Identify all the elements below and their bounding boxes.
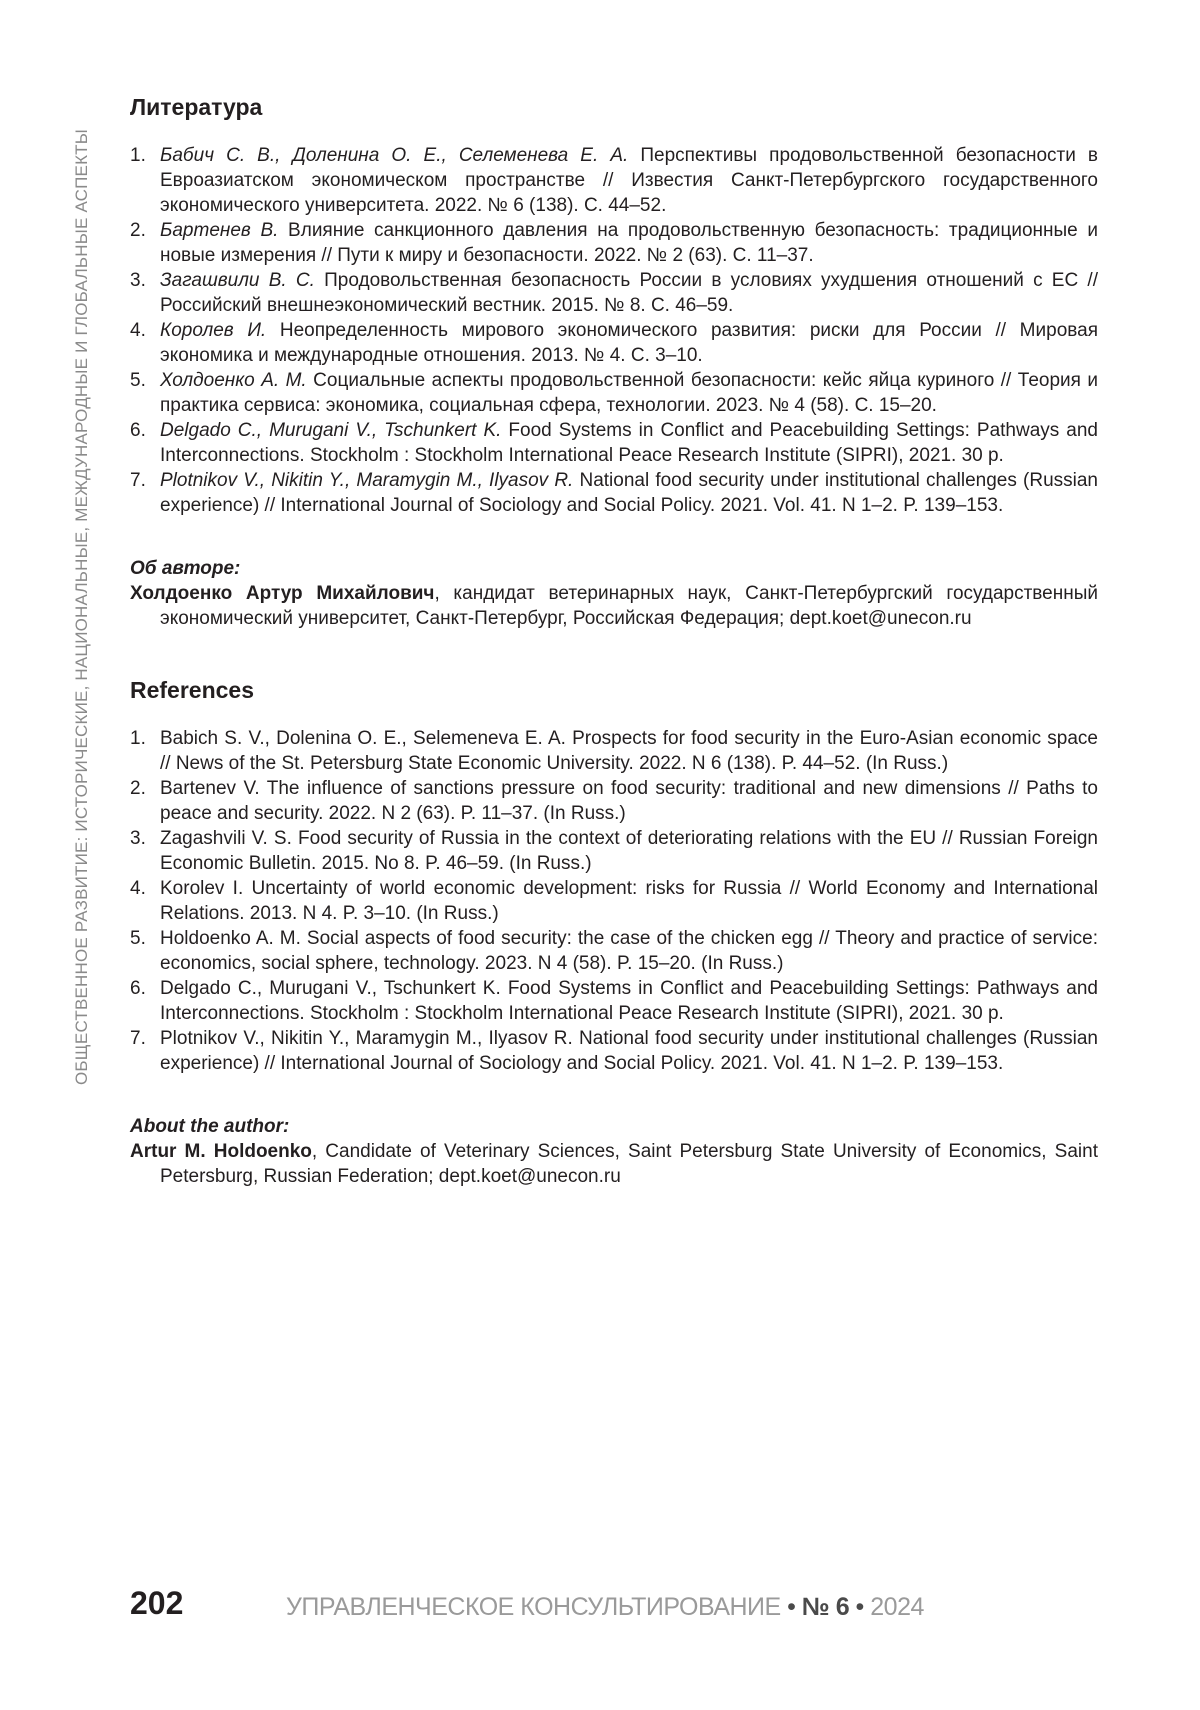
ref-text: Перспективы продовольственной безопасности в Евроазиатском экономическом пространстве // Известия Санкт-Петербургского государственного экономического университета. 2022. № 6 (138). С. 44–52. xyxy=(160,145,1098,216)
literature-item: 3. Загашвили В. С. Продовольственная безопасность России в условиях ухудшения отношений с ЕС // Российский внешнеэкономический вестник. 2015. № 8. С. 46–59. xyxy=(130,268,1098,318)
ref-authors: Plotnikov V., Nikitin Y., Maramygin M., Ilyasov R. xyxy=(160,470,573,491)
literature-item: 7. Plotnikov V., Nikitin Y., Maramygin M., Ilyasov R. National food security under institutional challenges (Russian experience) // International Journal of Sociology and Social Policy. 2021. Vol. 41. N 1–2. P. 139–153. xyxy=(130,468,1098,518)
literature-item: 5. Холдоенко А. М. Социальные аспекты продовольственной безопасности: кейс яйца куриного // Теория и практика сервиса: экономика, социальная сфера, технологии. 2023. № 4 (58). С. 15–20. xyxy=(130,368,1098,418)
ref-text: Food Systems in Conflict and Peacebuilding Settings: Pathways and Interconnections. Stockholm : Stockholm International Peace Research Institute (SIPRI), 2021. 30 p. xyxy=(160,420,1098,466)
literature-item: 1. Бабич С. В., Доленина О. Е., Селеменева Е. А. Перспективы продовольственной безопасности в Евроазиатском экономическом пространстве // Известия Санкт-Петербургского государственного экономического университета. 2022. № 6 (138). С. 44–52. xyxy=(130,143,1098,218)
author-info-ru: Холдоенко Артур Михайлович, кандидат ветеринарных наук, Санкт-Петербургский государственный экономический университет, Санкт-Петербург, Российская Федерация; dept.koet@unecon.ru xyxy=(130,581,1098,631)
author-info-en: Artur M. Holdoenko, Candidate of Veterinary Sciences, Saint Petersburg State University of Economics, Saint Petersburg, Russian Federation; dept.koet@unecon.ru xyxy=(130,1139,1098,1189)
ref-text: Социальные аспекты продовольственной безопасности: кейс яйца куриного // Теория и практика сервиса: экономика, социальная сфера, технологии. 2023. № 4 (58). С. 15–20. xyxy=(160,370,1098,416)
ref-text: Delgado C., Murugani V., Tschunkert K. Food Systems in Conflict and Peacebuilding Settings: Pathways and Interconnections. Stockholm : Stockholm International Peace Research Institute (SIPRI), 2021. 30 p. xyxy=(160,978,1098,1024)
reference-item: 5. Holdoenko A. M. Social aspects of food security: the case of the chicken egg // Theory and practice of service: economics, social sphere, technology. 2023. N 4 (58). P. 15–20. (In Russ.) xyxy=(130,926,1098,976)
ref-text: Продовольственная безопасность России в условиях ухудшения отношений с ЕС // Российский внешнеэкономический вестник. 2015. № 8. С. 46–59. xyxy=(160,270,1098,316)
issue-number: № 6 xyxy=(802,1593,849,1621)
running-section-title: ОБЩЕСТВЕННОЕ РАЗВИТИЕ: ИСТОРИЧЕСКИЕ, НАЦИОНАЛЬНЫЕ, МЕЖДУНАРОДНЫЕ И ГЛОБАЛЬНЫЕ АСПЕКТЫ xyxy=(72,129,92,1085)
ref-authors: Загашвили В. С. xyxy=(160,270,315,291)
reference-item: 2. Bartenev V. The influence of sanctions pressure on food security: traditional and new dimensions // Paths to peace and security. 2022. N 2 (63). P. 11–37. (In Russ.) xyxy=(130,776,1098,826)
ref-authors: Холдоенко А. М. xyxy=(160,370,307,391)
ref-text: Plotnikov V., Nikitin Y., Maramygin M., Ilyasov R. National food security under institutional challenges (Russian experience) // International Journal of Sociology and Social Policy. 2021. Vol. 41. N 1–2. P. 139–153. xyxy=(160,1028,1098,1074)
ref-authors: Бартенев В. xyxy=(160,220,278,241)
ref-authors: Королев И. xyxy=(160,320,266,341)
page-footer xyxy=(130,1585,1098,1625)
ref-text: National food security under institutional challenges (Russian experience) // International Journal of Sociology and Social Policy. 2021. Vol. 41. N 1–2. P. 139–153. xyxy=(160,470,1098,516)
ref-text: Неопределенность мирового экономического развития: риски для России // Мировая экономика и международные отношения. 2013. № 4. С. 3–10. xyxy=(160,320,1098,366)
references-heading: References xyxy=(130,677,1098,704)
ref-text: Bartenev V. The influence of sanctions pressure on food security: traditional and new dimensions // Paths to peace and security. 2022. N 2 (63). P. 11–37. (In Russ.) xyxy=(160,778,1098,824)
author-name: Холдоенко Артур Михайлович xyxy=(130,583,434,604)
ref-text: Holdoenko A. M. Social aspects of food security: the case of the chicken egg // Theory and practice of service: economics, social sphere, technology. 2023. N 4 (58). P. 15–20. (In Russ.) xyxy=(160,928,1098,974)
ref-text: Zagashvili V. S. Food security of Russia in the context of deteriorating relations with the EU // Russian Foreign Economic Bulletin. 2015. No 8. P. 46–59. (In Russ.) xyxy=(160,828,1098,874)
page-number: 202 xyxy=(130,1585,183,1622)
reference-item: 7. Plotnikov V., Nikitin Y., Maramygin M., Ilyasov R. National food security under institutional challenges (Russian experience) // International Journal of Sociology and Social Policy. 2021. Vol. 41. N 1–2. P. 139–153. xyxy=(130,1026,1098,1076)
bullet-separator: • xyxy=(787,1593,795,1621)
about-author-heading-ru: Об авторе: xyxy=(130,556,1098,581)
literature-item: 6. Delgado C., Murugani V., Tschunkert K. Food Systems in Conflict and Peacebuilding Settings: Pathways and Interconnections. Stockholm : Stockholm International Peace Research Institute (SIPRI), 2021. 30 p. xyxy=(130,418,1098,468)
ref-authors: Бабич С. В., Доленина О. Е., Селеменева Е. А. xyxy=(160,145,628,166)
reference-item: 6. Delgado C., Murugani V., Tschunkert K. Food Systems in Conflict and Peacebuilding Settings: Pathways and Interconnections. Stockholm : Stockholm International Peace Research Institute (SIPRI), 2021. 30 p. xyxy=(130,976,1098,1026)
literature-item: 4. Королев И. Неопределенность мирового экономического развития: риски для России // Мировая экономика и международные отношения. 2013. № 4. С. 3–10. xyxy=(130,318,1098,368)
page-content xyxy=(130,94,1098,1189)
ref-text: Babich S. V., Dolenina O. E., Selemeneva E. A. Prospects for food security in the Euro-Asian economic space // News of the St. Petersburg State Economic University. 2022. N 6 (138). P. 44–52. (In Russ.) xyxy=(160,728,1098,774)
references-list xyxy=(130,726,1098,1076)
reference-item: 3. Zagashvili V. S. Food security of Russia in the context of deteriorating relations with the EU // Russian Foreign Economic Bulletin. 2015. No 8. P. 46–59. (In Russ.) xyxy=(130,826,1098,876)
journal-title xyxy=(286,1593,924,1622)
issue-year: 2024 xyxy=(870,1593,924,1621)
bullet-separator: • xyxy=(856,1593,864,1621)
ref-text: Влияние санкционного давления на продовольственную безопасность: традиционные и новые измерения // Пути к миру и безопасности. 2022. № 2 (63). С. 11–37. xyxy=(160,220,1098,266)
journal-name: УПРАВЛЕНЧЕСКОЕ КОНСУЛЬТИРОВАНИЕ xyxy=(286,1593,781,1621)
literature-item: 2. Бартенев В. Влияние санкционного давления на продовольственную безопасность: традиционные и новые измерения // Пути к миру и безопасности. 2022. № 2 (63). С. 11–37. xyxy=(130,218,1098,268)
reference-item: 4. Korolev I. Uncertainty of world economic development: risks for Russia // World Economy and International Relations. 2013. N 4. P. 3–10. (In Russ.) xyxy=(130,876,1098,926)
literature-list xyxy=(130,143,1098,518)
ref-text: Korolev I. Uncertainty of world economic development: risks for Russia // World Economy and International Relations. 2013. N 4. P. 3–10. (In Russ.) xyxy=(160,878,1098,924)
ref-authors: Delgado C., Murugani V., Tschunkert K. xyxy=(160,420,501,441)
about-author-heading-en: About the author: xyxy=(130,1114,1098,1139)
author-name: Artur M. Holdoenko xyxy=(130,1141,312,1162)
literature-heading: Литература xyxy=(130,94,1098,121)
reference-item: 1. Babich S. V., Dolenina O. E., Selemeneva E. A. Prospects for food security in the Euro-Asian economic space // News of the St. Petersburg State Economic University. 2022. N 6 (138). P. 44–52. (In Russ.) xyxy=(130,726,1098,776)
